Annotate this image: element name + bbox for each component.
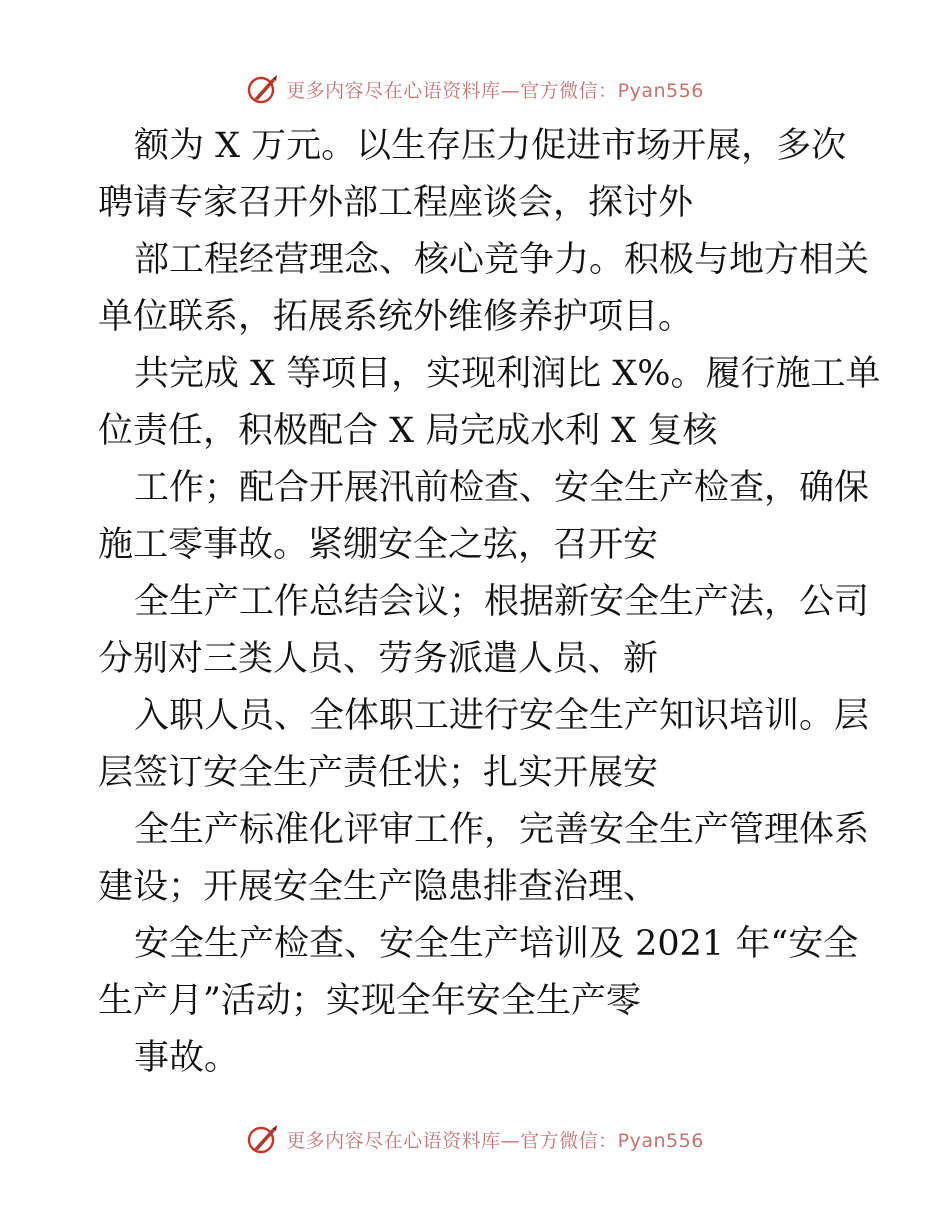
- paragraph-line: 全生产工作总结会议；根据新安全生产法，公司: [134, 582, 870, 622]
- paragraph: [98, 1030, 858, 1087]
- paragraph: [98, 346, 881, 460]
- footer-watermark: [0, 1122, 950, 1156]
- document-body: [98, 118, 881, 1087]
- paragraph-line: 聘请专家召开外部工程座谈会，探讨外: [98, 183, 694, 223]
- paragraph: [98, 802, 870, 916]
- paragraph: [98, 574, 870, 688]
- paragraph-line: 位责任，积极配合 X 局完成水利 X 复核: [98, 411, 718, 451]
- paragraph-line: 施工零事故。紧绷安全之弦，召开安: [98, 525, 659, 565]
- paragraph-line: 额为 X 万元。以生存压力促进市场开展，多次: [134, 126, 847, 166]
- paragraph: [98, 688, 870, 802]
- quill-pen-circle-icon: [246, 72, 280, 106]
- paragraph: [98, 916, 858, 1030]
- paragraph-line: 层签订安全生产责任状；扎实开展安: [98, 753, 659, 793]
- paragraph-line: 入职人员、全体职工进行安全生产知识培训。层: [134, 696, 870, 736]
- paragraph-line: 工作；配合开展汛前检查、安全生产检查，确保: [134, 468, 870, 508]
- paragraph-line: 分别对三类人员、劳务派遣人员、新: [98, 639, 659, 679]
- paragraph: [98, 232, 870, 346]
- paragraph-line: 生产月”活动；实现全年安全生产零: [98, 981, 641, 1021]
- paragraph-line: 安全生产检查、安全生产培训及 2021 年“安全: [134, 924, 859, 964]
- paragraph-line: 部工程经营理念、核心竞争力。积极与地方相关: [134, 240, 870, 280]
- watermark-text: 更多内容尽在心语资料库—官方微信：Pyan556: [286, 1129, 704, 1152]
- paragraph: [98, 118, 858, 232]
- paragraph-line: 建设；开展安全生产隐患排查治理、: [98, 867, 659, 907]
- paragraph-line: 全生产标准化评审工作，完善安全生产管理体系: [134, 810, 870, 850]
- paragraph: [98, 460, 870, 574]
- paragraph-line: 事故。: [134, 1038, 240, 1078]
- paragraph-line: 共完成 X 等项目，实现利润比 X%。履行施工单: [134, 354, 881, 394]
- header-watermark: [0, 72, 950, 106]
- watermark-text: 更多内容尽在心语资料库—官方微信：Pyan556: [286, 79, 704, 102]
- quill-pen-circle-icon: [246, 1122, 280, 1156]
- paragraph-line: 单位联系，拓展系统外维修养护项目。: [98, 297, 694, 337]
